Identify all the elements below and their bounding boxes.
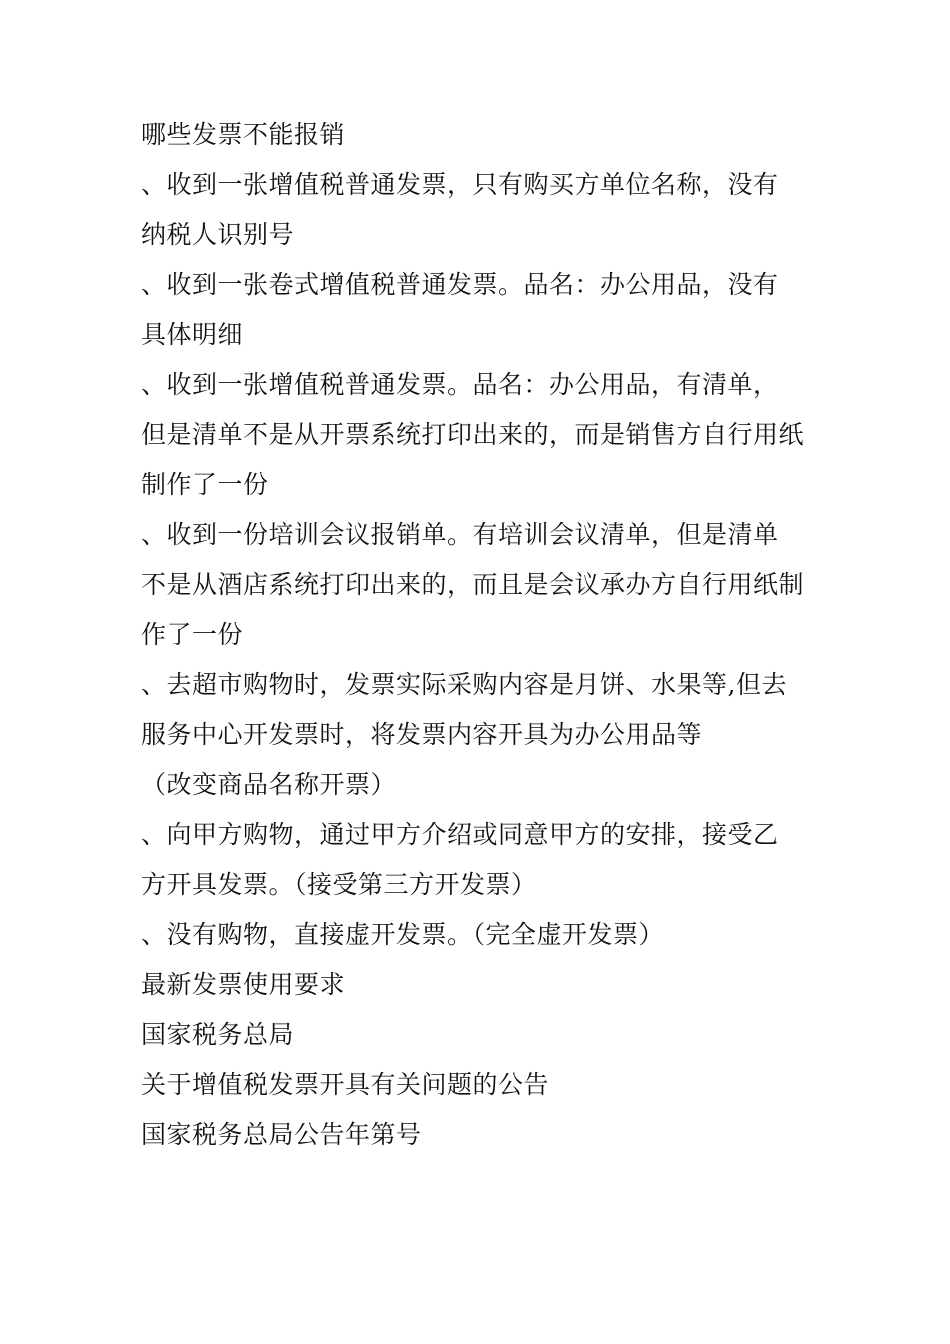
announcement-title: 关于增值税发票开具有关问题的公告: [141, 1070, 550, 1099]
item-1-line-1: 、收到一张增值税普通发票，只有购买方单位名称，没有: [141, 170, 779, 199]
item-1-line-2: 纳税人识别号: [141, 220, 295, 249]
item-4-line-1: 、收到一份培训会议报销单。有培训会议清单，但是清单: [141, 520, 779, 549]
item-3-line-3: 制作了一份: [141, 470, 269, 499]
heading-invoices-not-reimbursable: 哪些发票不能报销: [141, 120, 346, 149]
item-3-line-2: 但是清单不是从开票系统打印出来的，而是销售方自行用纸: [141, 420, 805, 449]
announcement-number: 国家税务总局公告年第号: [141, 1120, 422, 1149]
item-6-line-1: 、向甲方购物，通过甲方介绍或同意甲方的安排，接受乙: [141, 820, 779, 849]
heading-latest-invoice-requirements: 最新发票使用要求: [141, 970, 346, 999]
item-5-line-1: 、去超市购物时，发票实际采购内容是月饼、水果等,但去: [141, 670, 787, 699]
item-4-line-2: 不是从酒店系统打印出来的，而且是会议承办方自行用纸制: [141, 570, 805, 599]
item-5-line-2: 服务中心开发票时，将发票内容开具为办公用品等: [141, 720, 703, 749]
item-5-line-3: （改变商品名称开票）: [141, 770, 397, 799]
document-body: [141, 110, 821, 1160]
item-4-line-3: 作了一份: [141, 620, 244, 649]
item-2-line-1: 、收到一张卷式增值税普通发票。品名：办公用品，没有: [141, 270, 779, 299]
issuer-name: 国家税务总局: [141, 1020, 295, 1049]
item-7-line-1: 、没有购物，直接虚开发票。（完全虚开发票）: [141, 920, 665, 949]
item-3-line-1: 、收到一张增值税普通发票。品名：办公用品，有清单，: [141, 370, 779, 399]
item-6-line-2: 方开具发票。（接受第三方开发票）: [141, 870, 537, 899]
item-2-line-2: 具体明细: [141, 320, 244, 349]
